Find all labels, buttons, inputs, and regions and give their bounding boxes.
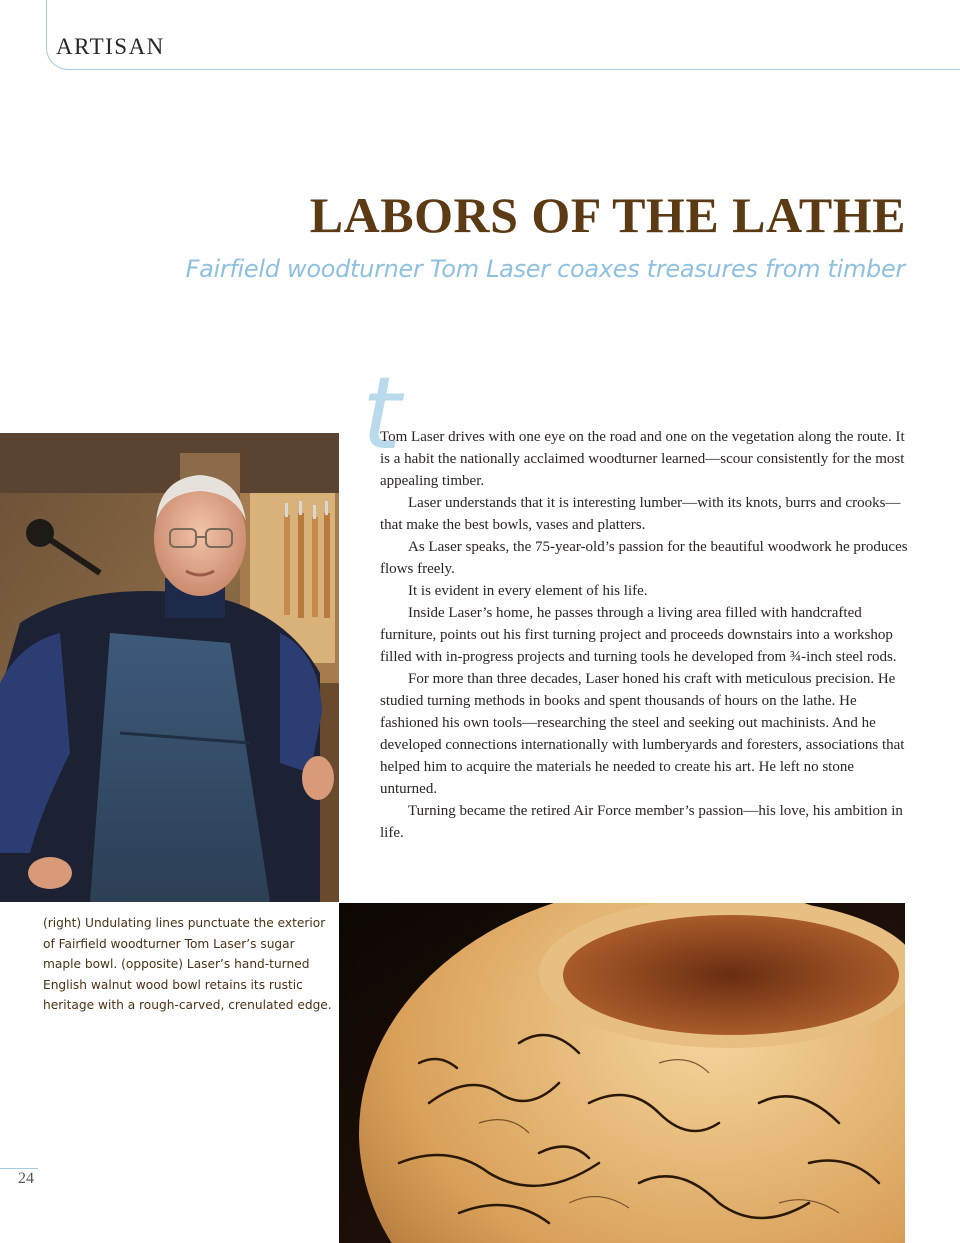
body-paragraph: For more than three decades, Laser honed his craft with meticulous precision. He studied turning methods in books and spent thousands of hours on the lathe. He fashioned his own tools—researching the steel and seeking out machinists. And he developed connections internationally with lumberyards and foresters, associations that helped him to acquire the materials he needed to create his art. He left no stone unturned.	[380, 671, 905, 797]
photo-caption: (right) Undulating lines punctuate the exterior of Fairfield woodturner Tom Laser’s sugar maple bowl. (opposite) Laser’s hand-turned English walnut wood bowl retains its rustic heritage with a rough-carved, crenulated edge.	[43, 916, 332, 1012]
body-paragraph: It is evident in every element of his life.	[408, 583, 648, 599]
article-subtitle: Fairfield woodturner Tom Laser coaxes treasures from timber	[185, 255, 905, 283]
article-title: LABORS OF THE LATHE	[309, 187, 906, 243]
section-label: ARTISAN	[56, 34, 165, 59]
body-paragraph: Inside Laser’s home, he passes through a living area filled with handcrafted furniture, points out his first turning project and proceeds downstairs into a workshop filled with in-progress projects and turning tools he developed from ¾-inch steel rods.	[380, 605, 897, 665]
page-number-rule	[0, 1168, 38, 1169]
body-paragraph: As Laser speaks, the 75-year-old’s passion for the beautiful woodwork he produces flows freely.	[380, 539, 908, 577]
page-number: 24	[18, 1170, 34, 1187]
body-paragraph: Laser understands that it is interesting lumber—with its knots, burrs and crooks—that make the best bowls, vases and platters.	[380, 495, 901, 533]
portrait-photo	[0, 433, 339, 902]
drop-cap: t	[362, 355, 402, 472]
body-paragraph: Tom Laser drives with one eye on the road and one on the vegetation along the route. It is a habit the nationally acclaimed woodturner learned—scour consistently for the most appealing timber.	[380, 429, 905, 489]
header-rule	[46, 0, 960, 70]
body-paragraph: Turning became the retired Air Force member’s passion—his love, his ambition in life.	[380, 803, 903, 841]
article-body	[380, 426, 910, 844]
bowl-photo	[339, 903, 905, 1243]
